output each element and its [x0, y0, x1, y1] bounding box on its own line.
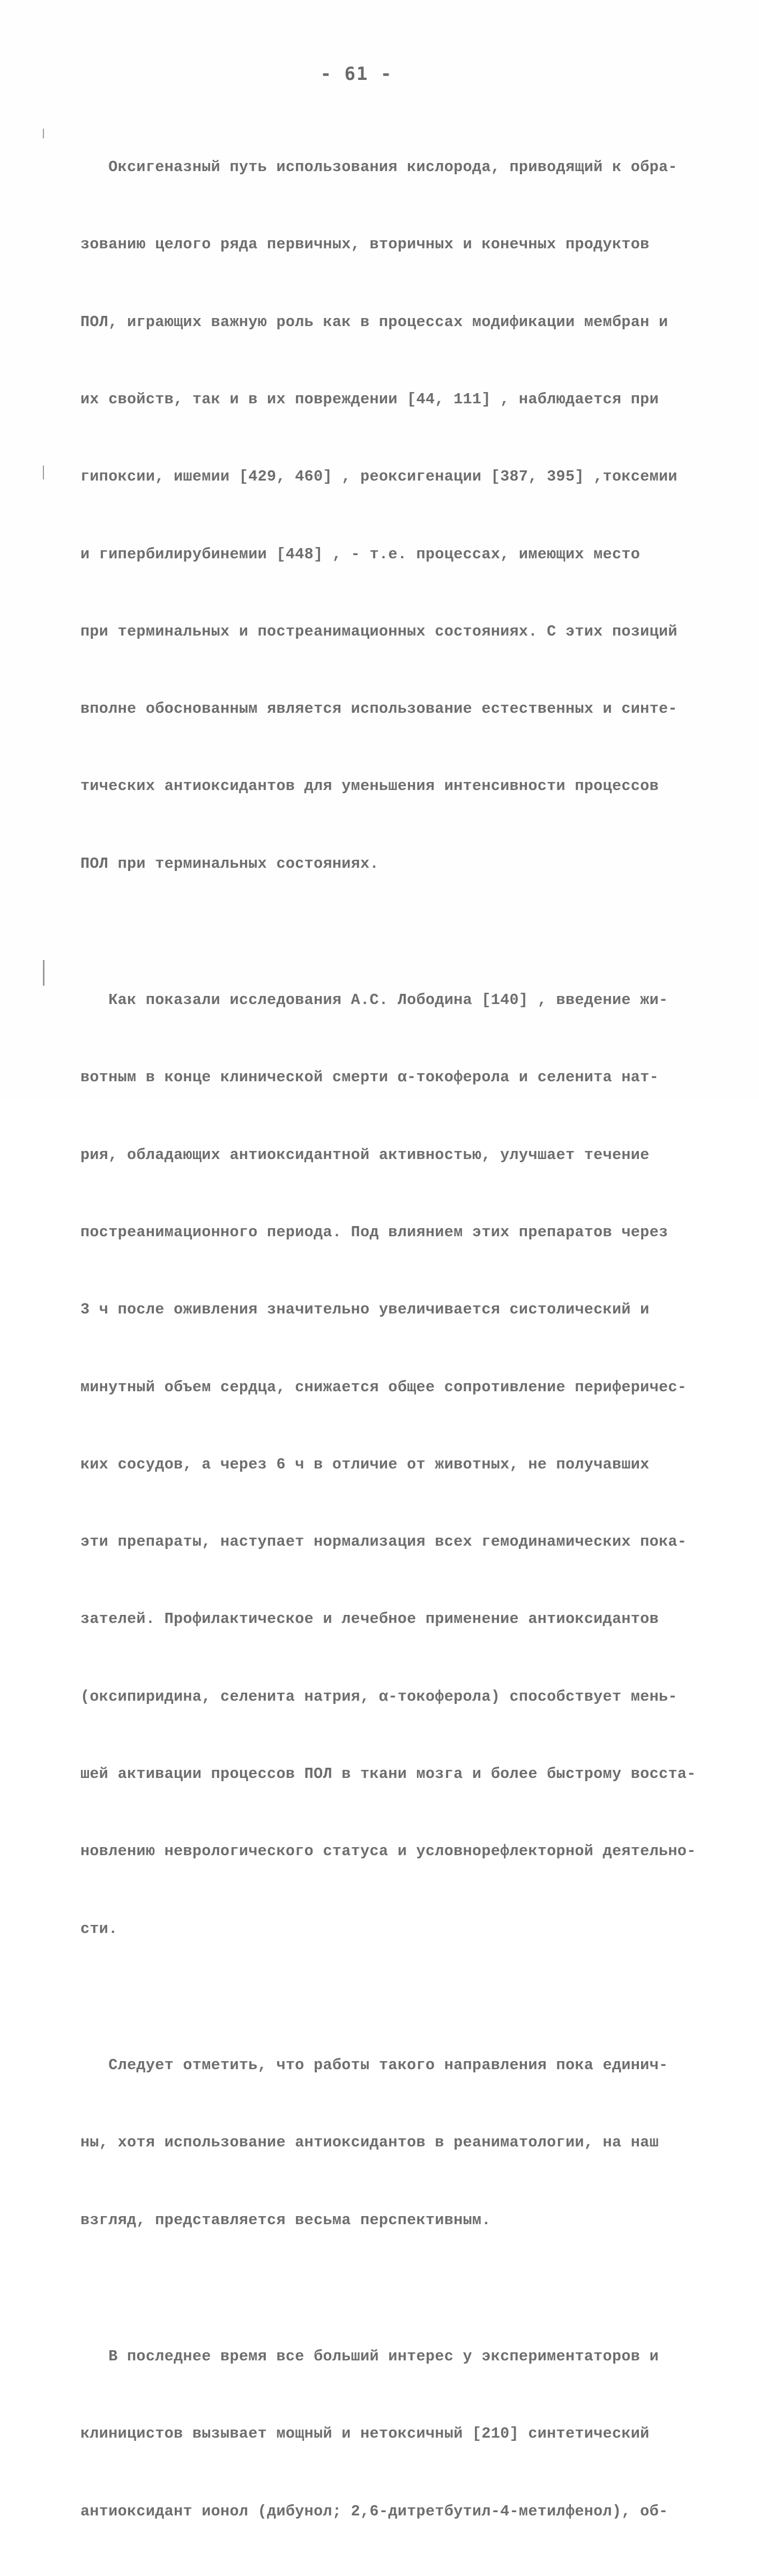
text-line: взгляд, представляется весьма перспективным. [80, 2211, 491, 2229]
text-line: ПОЛ, играющих важную роль как в процессах модификации мембран и [80, 313, 668, 331]
text-line: ны, хотя использование антиоксидантов в реаниматологии, на наш [80, 2134, 659, 2152]
text-line: их свойств, так и в их повреждении [44, 111] , наблюдается при [80, 390, 659, 409]
text-line: ПОЛ при терминальных состояниях. [80, 854, 379, 873]
margin-mark [43, 960, 44, 986]
text-line: при терминальных и постреанимационных состояниях. С этих позиций [80, 622, 678, 640]
text-line: зателей. Профилактическое и лечебное применение антиоксидантов [80, 1610, 659, 1628]
text-line: сти. [80, 1920, 118, 1938]
text-line: Оксигеназный путь использования кислорода, приводящий к обра- [80, 158, 678, 176]
text-line: 3 ч после оживления значительно увеличивается систолический и [80, 1301, 650, 1319]
text-line: антиоксидант ионол (дибунол; 2,6-дитретбутил-4-метилфенол), об- [80, 2502, 668, 2520]
text-line: новлению неврологического статуса и условнорефлекторной деятельно- [80, 1842, 696, 1861]
text-line: минутный объем сердца, снижается общее сопротивление периферичес- [80, 1378, 687, 1396]
text-line: постреанимационного периода. Под влиянием этих препаратов через [80, 1223, 668, 1242]
text-line: вполне обоснованным является использование естественных и синте- [80, 700, 678, 718]
text-line: Следует отметить, что работы такого направления пока единич- [80, 2056, 668, 2075]
text-line: рия, обладающих антиоксидантной активностью, улучшает течение [80, 1146, 650, 1164]
text-line: Как показали исследования А.С. Лободина [140] , введение жи- [80, 991, 668, 1009]
paragraph [80, 2001, 713, 2285]
text-line: шей активации процессов ПОЛ в ткани мозга и более быстрому восста- [80, 1765, 696, 1783]
body-text [80, 103, 713, 2576]
text-line: гипоксии, ишемии [429, 460] , реоксигенации [387, 395] ,токсемии [80, 468, 678, 486]
text-line: зованию целого ряда первичных, вторичных и конечных продуктов [80, 235, 650, 254]
page-number: - 61 - [320, 63, 393, 85]
margin-mark [43, 466, 44, 479]
text-line: В последнее время все больший интерес у экспериментаторов и [80, 2348, 659, 2366]
text-line: и гипербилирубинемии [448] , - т.е. процессах, имеющих место [80, 545, 641, 563]
paragraph [80, 2292, 713, 2576]
margin-mark [43, 129, 44, 138]
text-line: тических антиоксидантов для уменьшения интенсивности процессов [80, 777, 659, 795]
text-line: клиницистов вызывает мощный и нетоксичный [210] синтетический [80, 2425, 650, 2443]
paragraph [80, 936, 713, 1994]
text-line: вотным в конце клинической смерти α-токоферола и селенита нат- [80, 1068, 659, 1087]
text-line: эти препараты, наступает нормализация всех гемодинамических пока- [80, 1533, 687, 1551]
paragraph [80, 103, 713, 928]
text-line: (оксипиридина, селенита натрия, α-токоферола) способствует мень- [80, 1687, 678, 1706]
text-line: ких сосудов, а через 6 ч в отличие от животных, не получавших [80, 1455, 650, 1473]
